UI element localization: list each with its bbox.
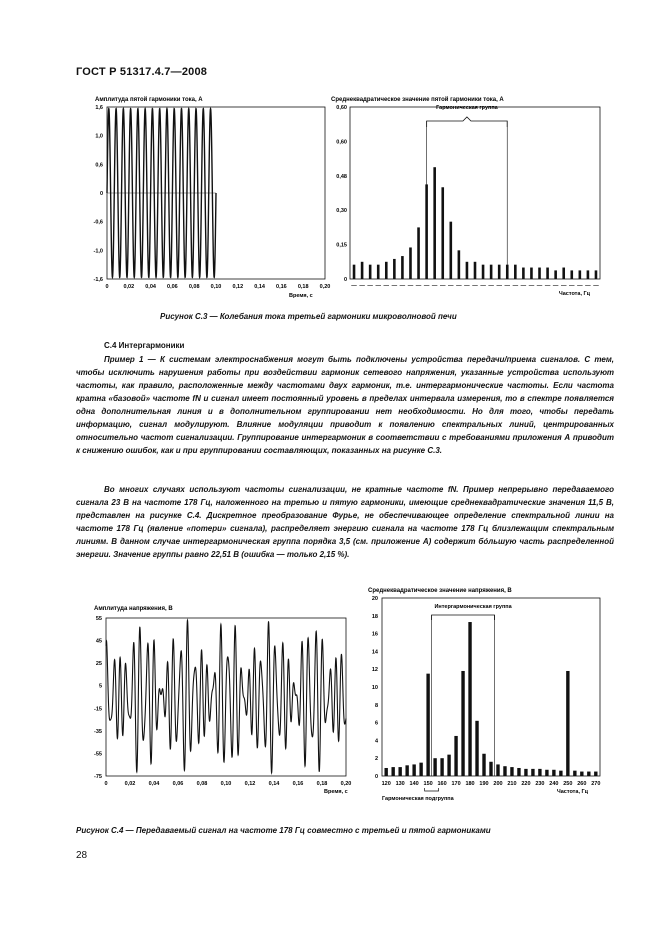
y-tick-label: 25	[95, 661, 102, 668]
x-tick-label: 170	[451, 781, 461, 787]
x-tick-label: 0,18	[316, 781, 328, 787]
x-tick-label: 210	[507, 781, 517, 787]
x-tick-label: 0,04	[145, 284, 156, 290]
x-tick-label: 180	[465, 781, 475, 787]
x-axis-label: Время, с	[289, 293, 313, 299]
x-tick-label: 220	[521, 781, 531, 787]
chart-title: Среднеквадратическое значение напряжения, В	[368, 588, 512, 594]
bar	[426, 674, 429, 776]
y-tick-label: 0,60	[336, 105, 347, 111]
series-line	[106, 620, 346, 773]
bar	[409, 247, 412, 279]
x-tick-label: —	[536, 283, 543, 289]
x-tick-label: 130	[395, 781, 405, 787]
y-tick-label: 55	[95, 616, 102, 622]
y-tick-label: 14	[371, 649, 378, 656]
bar	[361, 262, 364, 279]
y-tick-label: -1,6	[93, 277, 103, 283]
bar	[546, 268, 549, 279]
subgroup-label: Гармоническая подгруппа	[382, 796, 454, 802]
y-tick-label: 16	[371, 631, 378, 638]
x-tick-label: —	[528, 283, 535, 289]
bar	[405, 765, 408, 776]
group-bracket	[427, 117, 508, 127]
x-axis-label: Частота, Гц	[556, 789, 588, 795]
x-tick-label: —	[423, 283, 430, 289]
x-tick-label: —	[367, 283, 373, 289]
x-tick-label: 120	[381, 781, 391, 787]
x-tick-label: —	[488, 283, 494, 289]
group-label: Гармоническая группа	[436, 105, 498, 111]
bar	[530, 268, 533, 279]
bar	[545, 770, 548, 776]
bar	[538, 268, 541, 279]
bar	[417, 227, 420, 279]
bar	[391, 767, 394, 776]
bar	[559, 771, 562, 776]
bar	[490, 265, 493, 279]
x-tick-label: —	[520, 283, 527, 289]
y-tick-label: 45	[95, 638, 102, 645]
bar	[514, 265, 517, 279]
x-tick-label: —	[431, 283, 438, 289]
page-number: 28	[76, 850, 88, 861]
x-tick-label: —	[391, 283, 398, 289]
bar	[450, 222, 453, 279]
bar	[447, 755, 450, 776]
chart-title: Амплитуда напряжения, В	[94, 606, 173, 612]
bar	[573, 771, 576, 776]
y-tick-label: 12	[371, 667, 378, 674]
y-tick-label: 8	[374, 702, 378, 709]
bar	[369, 265, 372, 279]
x-tick-label: —	[585, 283, 591, 289]
bar	[401, 256, 404, 279]
x-tick-label: 0,18	[297, 284, 309, 290]
y-tick-label: -15	[94, 706, 102, 713]
section-title: С.4 Интергармоники	[104, 341, 185, 350]
bar	[496, 764, 499, 776]
x-tick-label: —	[544, 283, 551, 289]
x-axis-label: Время, с	[324, 789, 348, 795]
paragraph-1: Пример 1 — К системам электроснабжения могут быть подключены устройства передачи/приема сигналов. С тем, чтобы исключить нарушения работы при воздействии гармоник сетевого напряжения, указанные устройства используют частоты, как правило, расположенные между частотами двух гармоник, т.е. интергармонические частоты. Если частота кратна «базовой» частоте fN и сигнал имеет постоянный уровень в пределах интервала измерения, то в спектре появляется одна дополнительная линия и в дополнительном группировании нет необходимости. Но для того, чтобы передать информацию, сигнал модулируют. Влияние модуляции приводит к появлению спектральных линий, центрированных относительно частот сигнализации. Группирование интергармоник в соответствии с требованиями приложения А приводит к снижению ошибок, как и при группировании составляющих, показанных на рисунке С.3.	[76, 355, 614, 455]
y-tick-label: 18	[371, 613, 378, 620]
x-tick-label: —	[439, 283, 446, 289]
y-tick-label: 20	[371, 596, 378, 602]
x-tick-label: 0,14	[268, 781, 280, 787]
y-tick-label: 1,6	[95, 105, 103, 111]
bar	[566, 671, 569, 776]
x-tick-label: 0,20	[319, 284, 331, 290]
figure-c3-waveform	[70, 90, 330, 305]
figure-c3-spectrum	[328, 90, 613, 305]
x-tick-label: —	[456, 283, 462, 289]
y-tick-label: 0	[343, 277, 347, 283]
x-tick-label: 0,04	[148, 781, 160, 787]
x-tick-label: 0,20	[340, 781, 352, 787]
x-tick-label: 230	[535, 781, 545, 787]
bar	[458, 250, 461, 279]
bar	[503, 766, 506, 776]
y-tick-label: 4	[374, 738, 378, 745]
bar	[595, 270, 598, 279]
paragraph-2: Во многих случаях используют частоты сигнализации, не кратные частоте fN. Пример непрерывно передаваемого сигнала 23 В на частоте 178 Гц, наложенного на третью и пятую гармоники, имеющие среднеквадратические значения 11,5 В, представлен на рисунке С.4. Дискретное преобразование Фурье, не обеспечивающее определение спектральной линии на частоте 178 Гц (явление «потери» сигнала), распределяет энергию сигнала на частоте 178 Гц близлежащим спектральным линиям. В данном случае интергармоническая группа порядка 3,5 (см. приложение А) содержит бóльшую часть распределенной энергии. Значение группы равно 22,51 В (ошибка — только 2,15 %).	[76, 485, 614, 559]
bar	[524, 769, 527, 776]
x-tick-label: 250	[563, 781, 573, 787]
bar	[475, 721, 478, 776]
bar	[489, 762, 492, 776]
x-tick-label: 0,10	[210, 284, 222, 290]
x-tick-label: —	[552, 283, 559, 289]
bar	[594, 772, 597, 776]
bar	[353, 265, 356, 279]
plot-frame	[350, 107, 600, 279]
y-tick-label: 0,30	[336, 208, 347, 215]
x-tick-label: —	[560, 283, 567, 289]
bar	[498, 265, 501, 279]
bar	[562, 268, 565, 279]
group-label: Интергармоническая группа	[434, 604, 512, 610]
y-tick-label: 0,15	[336, 242, 347, 249]
x-tick-label: —	[375, 283, 381, 289]
x-tick-label: —	[383, 283, 390, 289]
bar	[587, 270, 590, 279]
bar	[482, 754, 485, 776]
bar	[510, 767, 513, 776]
figure-c4-spectrum	[346, 582, 616, 812]
x-tick-label: 140	[409, 781, 419, 787]
bar	[466, 262, 469, 279]
x-tick-label: —	[512, 283, 519, 289]
y-tick-label: 0,48	[336, 173, 347, 180]
bar	[398, 767, 401, 776]
bar	[579, 270, 582, 279]
x-axis-label: Частота, Гц	[558, 291, 590, 297]
bar	[468, 622, 471, 776]
x-tick-label: —	[415, 283, 422, 289]
x-tick-label: 0,02	[123, 284, 135, 290]
bar	[412, 764, 415, 776]
bar	[531, 769, 534, 776]
x-tick-label: —	[472, 283, 478, 289]
y-tick-label: 0,6	[95, 162, 103, 169]
bar	[433, 167, 436, 279]
y-tick-label: -1,0	[93, 248, 103, 255]
group-bracket	[432, 615, 495, 620]
x-tick-label: 150	[423, 781, 433, 787]
x-tick-label: 0	[105, 284, 109, 290]
figure-c4-waveform	[70, 600, 360, 810]
x-tick-label: 0	[104, 781, 108, 787]
x-tick-label: 0,08	[196, 781, 208, 787]
x-tick-label: —	[496, 283, 502, 289]
bar	[482, 265, 485, 279]
x-tick-label: 0,12	[232, 284, 244, 290]
y-tick-label: 1,0	[95, 133, 103, 140]
bar	[474, 262, 477, 279]
x-tick-label: 0,16	[292, 781, 304, 787]
x-tick-label: 0,06	[172, 781, 184, 787]
y-tick-label: 6	[374, 720, 378, 727]
x-tick-label: 0,16	[276, 284, 287, 290]
chart-title: Среднеквадратическое значение пятой гармоники тока, А	[331, 97, 504, 103]
y-tick-label: 10	[371, 685, 378, 691]
bar	[419, 763, 422, 776]
x-tick-label: 0,12	[244, 781, 256, 787]
subgroup-bracket	[425, 788, 439, 791]
y-tick-label: 0	[99, 191, 103, 197]
y-tick-label: 0	[374, 774, 378, 780]
x-tick-label: —	[480, 283, 486, 289]
bar	[440, 758, 443, 776]
x-tick-label: —	[448, 283, 454, 289]
bar	[454, 736, 457, 776]
y-tick-label: 0,60	[336, 139, 347, 146]
x-tick-label: 0,10	[220, 781, 232, 787]
figure-c4-caption: Рисунок С.4 — Передаваемый сигнал на частоте 178 Гц совместно с третьей и пятой гармониками	[76, 826, 491, 835]
y-tick-label: -55	[94, 751, 102, 758]
bar	[587, 772, 590, 776]
bar	[517, 768, 520, 776]
bar	[554, 270, 557, 279]
x-tick-label: 0,14	[254, 284, 265, 290]
x-tick-label: —	[593, 283, 599, 289]
x-tick-label: 270	[591, 781, 601, 787]
bar	[552, 770, 555, 776]
bar	[580, 772, 583, 776]
x-tick-label: —	[504, 283, 511, 289]
chart-title: Амплитуда пятой гармоники тока, А	[95, 97, 203, 103]
x-tick-label: —	[464, 283, 470, 289]
x-tick-label: 0,06	[167, 284, 178, 290]
y-tick-label: -75	[94, 774, 102, 780]
y-tick-label: 5	[98, 683, 102, 690]
x-tick-label: 190	[479, 781, 489, 787]
bar	[522, 268, 525, 279]
x-tick-label: —	[577, 283, 583, 289]
x-tick-label: 260	[577, 781, 587, 787]
x-tick-label: 200	[493, 781, 503, 787]
x-tick-label: —	[569, 283, 575, 289]
bar	[377, 265, 380, 279]
bar	[433, 758, 436, 776]
x-tick-label: —	[359, 283, 365, 289]
y-tick-label: -0,6	[93, 219, 103, 226]
x-tick-label: —	[399, 283, 406, 289]
bar	[461, 671, 464, 776]
y-tick-label: 2	[374, 756, 378, 763]
standard-header: ГОСТ Р 51317.4.7—2008	[76, 66, 208, 78]
figure-c3-caption: Рисунок С.3 — Колебания тока третьей гармоники микроволновой печи	[160, 312, 457, 321]
bar	[570, 270, 573, 279]
x-tick-label: 0,02	[124, 781, 136, 787]
bar	[385, 262, 388, 279]
x-tick-label: —	[407, 283, 414, 289]
x-tick-label: 160	[437, 781, 447, 787]
bar	[393, 259, 396, 279]
x-tick-label: —	[351, 283, 357, 289]
x-tick-label: 240	[549, 781, 559, 787]
y-tick-label: -35	[94, 728, 102, 735]
bar	[538, 769, 541, 776]
bar	[384, 768, 387, 776]
bar	[441, 187, 444, 279]
x-tick-label: 0,08	[188, 284, 200, 290]
